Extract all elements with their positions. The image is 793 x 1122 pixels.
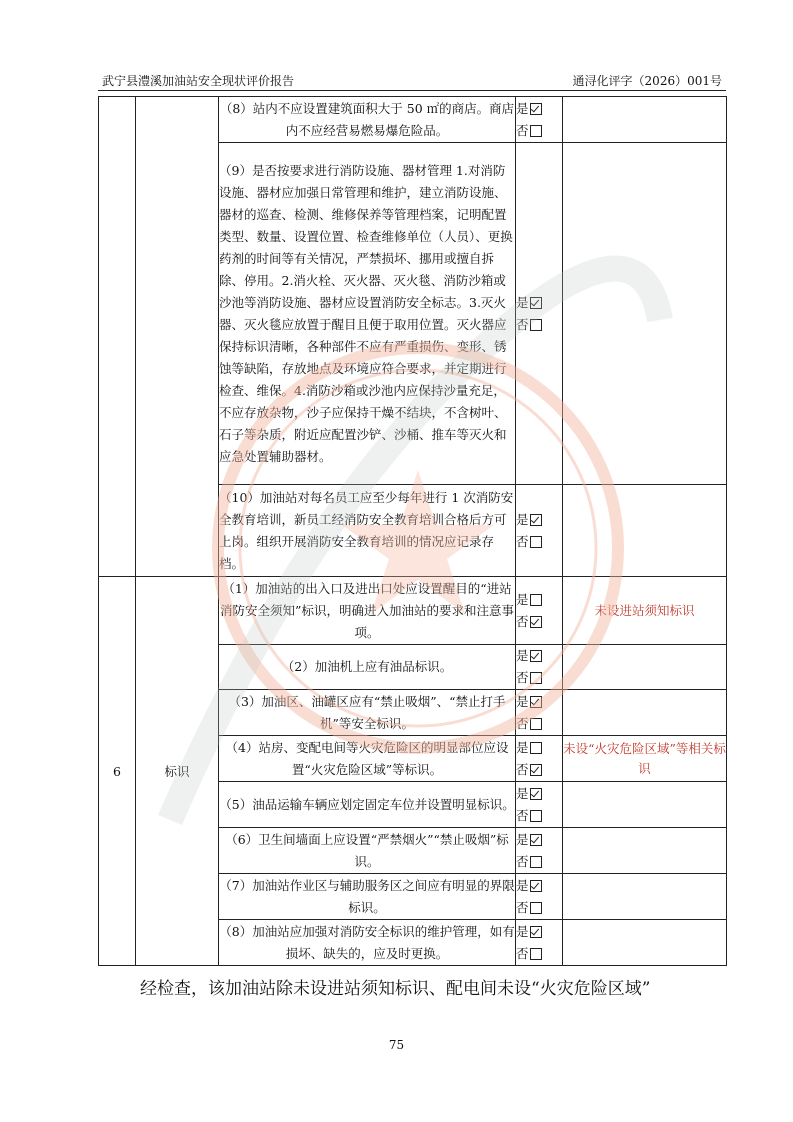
- check-item: （6）卫生间墙面上应设置“严禁烟火”“禁止吸烟”标识。: [219, 828, 516, 874]
- checkbox-no[interactable]: [530, 810, 542, 822]
- check-item: （8）站内不应设置建筑面积大于 50 ㎡的商店。商店内不应经营易燃易爆危险品。: [219, 97, 516, 143]
- check-item: （5）油品运输车辆应划定固定车位并设置明显标识。: [219, 782, 516, 828]
- check-item: （7）加油站作业区与辅助服务区之间应有明显的界限标识。: [219, 874, 516, 920]
- deficiency-note: 未设进站须知标识: [563, 577, 727, 645]
- page-number: 75: [388, 1038, 405, 1052]
- checkbox-no[interactable]: [530, 718, 542, 730]
- deficiency-note: 未设“火灾危险区域”等相关标识: [563, 736, 727, 782]
- group-5-category-cell: [136, 97, 219, 577]
- checkbox-yes[interactable]: [530, 880, 542, 892]
- checkbox-yes[interactable]: [530, 788, 542, 800]
- check-item: （3）加油区、油罐区应有“禁止吸烟”、“禁止打手机”等安全标识。: [219, 690, 516, 736]
- table-row: [99, 97, 727, 143]
- note-cell: [563, 690, 727, 736]
- check-cell: 是 否: [516, 143, 563, 485]
- report-number: 通浔化评字（2026）001号: [572, 74, 722, 88]
- check-cell: 是 否: [516, 920, 563, 966]
- note-cell: [563, 782, 727, 828]
- check-cell: 是 否: [516, 828, 563, 874]
- note-cell: [563, 143, 727, 485]
- checkbox-no[interactable]: [530, 536, 542, 548]
- check-cell: 是 否: [516, 736, 563, 782]
- checkbox-yes[interactable]: [530, 594, 542, 606]
- note-cell: [563, 97, 727, 143]
- checkbox-no[interactable]: [530, 902, 542, 914]
- checkbox-no[interactable]: [530, 764, 542, 776]
- checkbox-no[interactable]: [530, 856, 542, 868]
- note-cell: [563, 645, 727, 690]
- checkbox-yes[interactable]: [530, 696, 542, 708]
- checkbox-yes[interactable]: [530, 103, 542, 115]
- checkbox-no[interactable]: [530, 319, 542, 331]
- check-item: （4）站房、变配电间等火灾危险区的明显部位应设置“火灾危险区域”等标识。: [219, 736, 516, 782]
- check-cell: 是 否: [516, 690, 563, 736]
- conclusion-paragraph: 经检查，该加油站除未设进站须知标识、配电间未设“火灾危险区域”: [140, 979, 651, 999]
- check-item: （10）加油站对每名员工应至少每年进行 1 次消防安全教育培训，新员工经消防安全教育培训合格后方可上岗。组织开展消防安全教育培训的情况应记录存档。: [219, 485, 516, 577]
- checklist-table: [98, 96, 727, 966]
- checkbox-yes[interactable]: [530, 514, 542, 526]
- group-5-no-cell: [99, 97, 136, 577]
- note-cell: [563, 485, 727, 577]
- check-item: （1）加油站的出入口及进出口处应设置醒目的“进站消防安全须知”标识，明确进入加油站的要求和注意事项。: [219, 577, 516, 645]
- check-cell: 是 否: [516, 97, 563, 143]
- check-cell: 是 否: [516, 577, 563, 645]
- checkbox-no[interactable]: [530, 616, 542, 628]
- check-cell: 是 否: [516, 645, 563, 690]
- note-cell: [563, 874, 727, 920]
- group-6-category-cell: 标识: [136, 577, 219, 966]
- check-cell: 是 否: [516, 782, 563, 828]
- page-header: [98, 70, 726, 90]
- checkbox-no[interactable]: [530, 948, 542, 960]
- table-row: [99, 577, 727, 645]
- header-rule: [98, 90, 726, 91]
- check-item: （8）加油站应加强对消防安全标识的维护管理，如有损坏、缺失的，应及时更换。: [219, 920, 516, 966]
- check-cell: 是 否: [516, 485, 563, 577]
- checkbox-yes[interactable]: [530, 926, 542, 938]
- checkbox-yes[interactable]: [530, 834, 542, 846]
- checkbox-no[interactable]: [530, 125, 542, 137]
- group-6-no-cell: 6: [99, 577, 136, 966]
- checkbox-no[interactable]: [530, 672, 542, 684]
- check-item: （9）是否按要求进行消防设施、器材管理 1.对消防设施、器材应加强日常管理和维护，建立消防设施、器材的巡查、检测、维修保养等管理档案，记明配置类型、数量、设置位置、检查维修单位（人员）、更换药剂的时间等有关情况，严禁损坏、挪用或擅自拆除、停用。2.消火栓、灭火器、灭火毯、消防沙箱或沙池等消防设施、器材应设置消防安全标志。3.灭火器、灭火毯应放置于醒目且便于取用位置。灭火器应保持标识清晰，各种部件不应有严重损伤、变形、锈蚀等缺陷，存放地点及环境应符合要求，并定期进行检查、维保。4.消防沙箱或沙池内应保持沙量充足，不应存放杂物，沙子应保持干燥不结块，不含树叶、石子等杂质，附近应配置沙铲、沙桶、推车等灭火和应急处置辅助器材。: [219, 143, 516, 485]
- checkbox-yes[interactable]: [530, 742, 542, 754]
- report-title: 武宁县澧溪加油站安全现状评价报告: [102, 74, 295, 88]
- note-cell: [563, 828, 727, 874]
- check-cell: 是 否: [516, 874, 563, 920]
- note-cell: [563, 920, 727, 966]
- check-item: （2）加油机上应有油品标识。: [219, 645, 516, 690]
- checkbox-yes[interactable]: [530, 297, 542, 309]
- checkbox-yes[interactable]: [530, 650, 542, 662]
